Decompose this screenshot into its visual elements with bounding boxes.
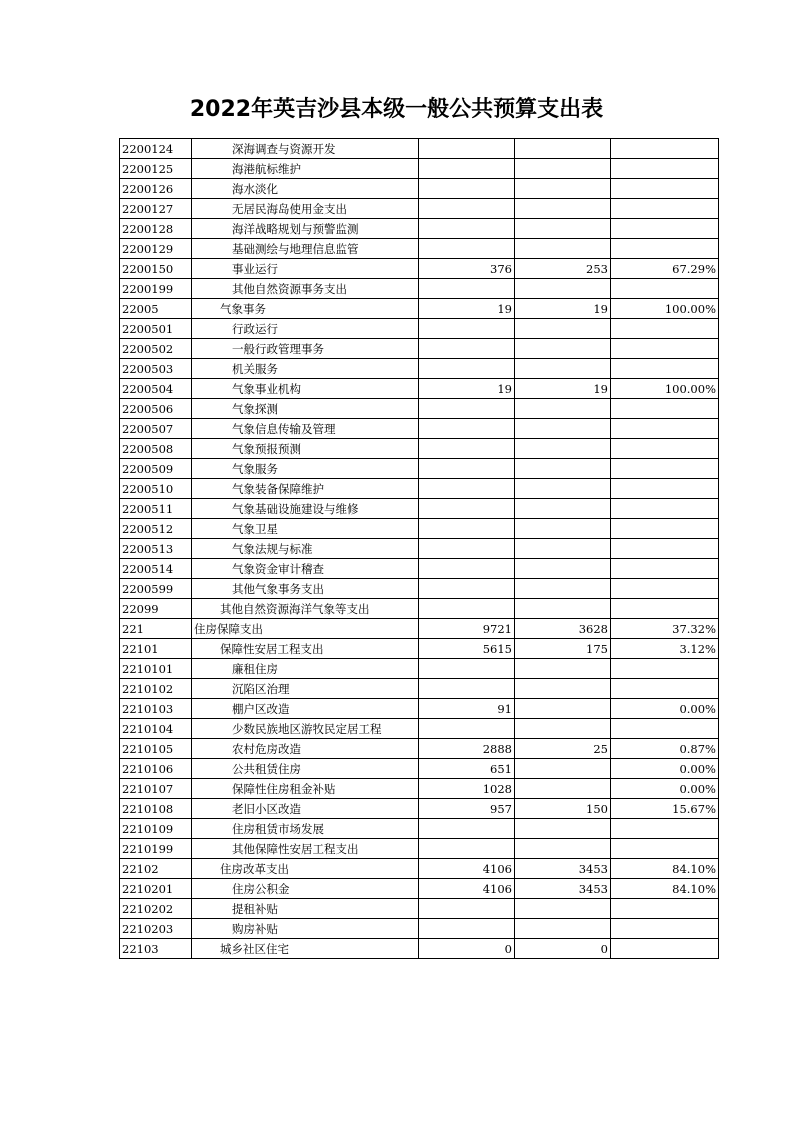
code-cell: 2200129 — [120, 239, 192, 259]
rate-cell — [611, 719, 719, 739]
actual-cell: 0 — [515, 939, 611, 959]
actual-cell — [515, 899, 611, 919]
table-row — [120, 239, 719, 259]
table-row — [120, 579, 719, 599]
budget-cell — [419, 679, 515, 699]
name-cell: 农村危房改造 — [192, 739, 419, 759]
actual-cell — [515, 159, 611, 179]
rate-cell — [611, 159, 719, 179]
code-cell: 2210101 — [120, 659, 192, 679]
rate-cell — [611, 479, 719, 499]
budget-cell: 5615 — [419, 639, 515, 659]
table-row — [120, 539, 719, 559]
name-cell: 气象基础设施建设与维修 — [192, 499, 419, 519]
actual-cell: 3453 — [515, 859, 611, 879]
rate-cell: 37.32% — [611, 619, 719, 639]
budget-cell — [419, 659, 515, 679]
name-cell: 保障性安居工程支出 — [192, 639, 419, 659]
name-cell: 城乡社区住宅 — [192, 939, 419, 959]
rate-cell — [611, 579, 719, 599]
name-cell: 海洋战略规划与预警监测 — [192, 219, 419, 239]
budget-cell — [419, 339, 515, 359]
rate-cell: 0.87% — [611, 739, 719, 759]
budget-cell — [419, 439, 515, 459]
actual-cell — [515, 519, 611, 539]
table-row — [120, 899, 719, 919]
code-cell: 2200199 — [120, 279, 192, 299]
rate-cell — [611, 219, 719, 239]
code-cell: 2210103 — [120, 699, 192, 719]
code-cell: 2200509 — [120, 459, 192, 479]
name-cell: 老旧小区改造 — [192, 799, 419, 819]
code-cell: 2200511 — [120, 499, 192, 519]
code-cell: 2210106 — [120, 759, 192, 779]
code-cell: 22099 — [120, 599, 192, 619]
rate-cell — [611, 499, 719, 519]
budget-cell — [419, 719, 515, 739]
budget-cell — [419, 839, 515, 859]
rate-cell — [611, 419, 719, 439]
budget-cell — [419, 319, 515, 339]
budget-cell — [419, 539, 515, 559]
name-cell: 气象事务 — [192, 299, 419, 319]
name-cell: 无居民海岛使用金支出 — [192, 199, 419, 219]
code-cell: 2200506 — [120, 399, 192, 419]
name-cell: 海水淡化 — [192, 179, 419, 199]
name-cell: 提租补贴 — [192, 899, 419, 919]
name-cell: 气象探测 — [192, 399, 419, 419]
table-row — [120, 659, 719, 679]
code-cell: 2200501 — [120, 319, 192, 339]
budget-cell — [419, 139, 515, 159]
actual-cell — [515, 779, 611, 799]
table-row — [120, 159, 719, 179]
table-row — [120, 279, 719, 299]
rate-cell — [611, 339, 719, 359]
name-cell: 购房补贴 — [192, 919, 419, 939]
table-row — [120, 319, 719, 339]
code-cell: 2210104 — [120, 719, 192, 739]
actual-cell — [515, 199, 611, 219]
table-row — [120, 399, 719, 419]
table-row — [120, 199, 719, 219]
table-row — [120, 499, 719, 519]
table-row — [120, 339, 719, 359]
table-row — [120, 359, 719, 379]
rate-cell — [611, 319, 719, 339]
budget-cell — [419, 159, 515, 179]
table-row — [120, 939, 719, 959]
budget-cell — [419, 579, 515, 599]
rate-cell — [611, 839, 719, 859]
table-row — [120, 639, 719, 659]
actual-cell — [515, 479, 611, 499]
code-cell: 2200125 — [120, 159, 192, 179]
actual-cell: 150 — [515, 799, 611, 819]
budget-cell: 4106 — [419, 879, 515, 899]
actual-cell — [515, 219, 611, 239]
budget-cell: 0 — [419, 939, 515, 959]
name-cell: 住房保障支出 — [192, 619, 419, 639]
code-cell: 2200512 — [120, 519, 192, 539]
actual-cell — [515, 539, 611, 559]
actual-cell — [515, 319, 611, 339]
actual-cell — [515, 499, 611, 519]
table-row — [120, 439, 719, 459]
code-cell: 2210109 — [120, 819, 192, 839]
name-cell: 住房公积金 — [192, 879, 419, 899]
rate-cell — [611, 279, 719, 299]
table-row — [120, 679, 719, 699]
actual-cell — [515, 559, 611, 579]
name-cell: 其他自然资源海洋气象等支出 — [192, 599, 419, 619]
budget-cell — [419, 219, 515, 239]
table-row — [120, 139, 719, 159]
table-row — [120, 779, 719, 799]
name-cell: 住房租赁市场发展 — [192, 819, 419, 839]
code-cell: 2200510 — [120, 479, 192, 499]
rate-cell: 84.10% — [611, 879, 719, 899]
actual-cell — [515, 399, 611, 419]
rate-cell — [611, 559, 719, 579]
table-row — [120, 379, 719, 399]
code-cell: 2210102 — [120, 679, 192, 699]
code-cell: 2210203 — [120, 919, 192, 939]
rate-cell — [611, 139, 719, 159]
actual-cell: 3628 — [515, 619, 611, 639]
actual-cell — [515, 439, 611, 459]
budget-cell: 19 — [419, 379, 515, 399]
code-cell: 2200127 — [120, 199, 192, 219]
actual-cell: 175 — [515, 639, 611, 659]
actual-cell — [515, 919, 611, 939]
actual-cell — [515, 759, 611, 779]
table-row — [120, 599, 719, 619]
table-row — [120, 179, 719, 199]
code-cell: 221 — [120, 619, 192, 639]
actual-cell — [515, 239, 611, 259]
rate-cell — [611, 539, 719, 559]
page-title: 2022年英吉沙县本级一般公共预算支出表 — [189, 97, 604, 122]
budget-cell — [419, 499, 515, 519]
code-cell: 2200507 — [120, 419, 192, 439]
actual-cell — [515, 339, 611, 359]
rate-cell — [611, 239, 719, 259]
name-cell: 深海调查与资源开发 — [192, 139, 419, 159]
table-row — [120, 459, 719, 479]
budget-cell: 19 — [419, 299, 515, 319]
rate-cell — [611, 599, 719, 619]
code-cell: 2200150 — [120, 259, 192, 279]
name-cell: 一般行政管理事务 — [192, 339, 419, 359]
code-cell: 2200128 — [120, 219, 192, 239]
budget-cell — [419, 479, 515, 499]
name-cell: 保障性住房租金补贴 — [192, 779, 419, 799]
budget-cell — [419, 899, 515, 919]
table-row — [120, 839, 719, 859]
name-cell: 基础测绘与地理信息监管 — [192, 239, 419, 259]
actual-cell — [515, 599, 611, 619]
actual-cell — [515, 179, 611, 199]
name-cell: 气象信息传输及管理 — [192, 419, 419, 439]
table-row — [120, 559, 719, 579]
table-row — [120, 479, 719, 499]
rate-cell — [611, 819, 719, 839]
name-cell: 气象卫星 — [192, 519, 419, 539]
actual-cell — [515, 459, 611, 479]
actual-cell — [515, 819, 611, 839]
code-cell: 2200126 — [120, 179, 192, 199]
name-cell: 其他气象事务支出 — [192, 579, 419, 599]
actual-cell: 19 — [515, 379, 611, 399]
table-row — [120, 219, 719, 239]
table-row — [120, 719, 719, 739]
rate-cell: 0.00% — [611, 759, 719, 779]
budget-cell: 376 — [419, 259, 515, 279]
name-cell: 气象事业机构 — [192, 379, 419, 399]
actual-cell — [515, 419, 611, 439]
budget-cell — [419, 419, 515, 439]
code-cell: 2210107 — [120, 779, 192, 799]
code-cell: 2200503 — [120, 359, 192, 379]
table-row — [120, 299, 719, 319]
budget-cell: 651 — [419, 759, 515, 779]
budget-cell — [419, 459, 515, 479]
name-cell: 少数民族地区游牧民定居工程 — [192, 719, 419, 739]
name-cell: 其他保障性安居工程支出 — [192, 839, 419, 859]
actual-cell — [515, 279, 611, 299]
name-cell: 棚户区改造 — [192, 699, 419, 719]
rate-cell — [611, 939, 719, 959]
table-row — [120, 919, 719, 939]
actual-cell: 253 — [515, 259, 611, 279]
rate-cell — [611, 179, 719, 199]
rate-cell — [611, 679, 719, 699]
name-cell: 事业运行 — [192, 259, 419, 279]
rate-cell: 0.00% — [611, 699, 719, 719]
actual-cell — [515, 839, 611, 859]
code-cell: 2210202 — [120, 899, 192, 919]
actual-cell — [515, 659, 611, 679]
name-cell: 气象资金审计稽查 — [192, 559, 419, 579]
code-cell: 2200502 — [120, 339, 192, 359]
budget-cell: 9721 — [419, 619, 515, 639]
budget-cell — [419, 599, 515, 619]
table-row — [120, 819, 719, 839]
rate-cell — [611, 359, 719, 379]
code-cell: 22102 — [120, 859, 192, 879]
code-cell: 2210201 — [120, 879, 192, 899]
code-cell: 22005 — [120, 299, 192, 319]
actual-cell — [515, 679, 611, 699]
name-cell: 气象预报预测 — [192, 439, 419, 459]
code-cell: 22103 — [120, 939, 192, 959]
code-cell: 2210105 — [120, 739, 192, 759]
actual-cell — [515, 699, 611, 719]
table-row — [120, 519, 719, 539]
rate-cell: 15.67% — [611, 799, 719, 819]
budget-table — [119, 138, 719, 959]
table-row — [120, 419, 719, 439]
budget-cell — [419, 199, 515, 219]
budget-cell: 91 — [419, 699, 515, 719]
rate-cell — [611, 199, 719, 219]
rate-cell: 0.00% — [611, 779, 719, 799]
actual-cell — [515, 139, 611, 159]
actual-cell — [515, 579, 611, 599]
budget-cell — [419, 559, 515, 579]
rate-cell: 84.10% — [611, 859, 719, 879]
name-cell: 气象法规与标准 — [192, 539, 419, 559]
rate-cell — [611, 919, 719, 939]
actual-cell: 3453 — [515, 879, 611, 899]
budget-cell — [419, 819, 515, 839]
name-cell: 住房改革支出 — [192, 859, 419, 879]
rate-cell — [611, 439, 719, 459]
code-cell: 2210108 — [120, 799, 192, 819]
budget-cell — [419, 239, 515, 259]
budget-cell — [419, 399, 515, 419]
table-row — [120, 259, 719, 279]
name-cell: 沉陷区治理 — [192, 679, 419, 699]
table-row — [120, 879, 719, 899]
code-cell: 2210199 — [120, 839, 192, 859]
budget-cell — [419, 919, 515, 939]
code-cell: 2200514 — [120, 559, 192, 579]
actual-cell: 19 — [515, 299, 611, 319]
budget-cell — [419, 179, 515, 199]
table-body — [120, 139, 719, 959]
rate-cell — [611, 519, 719, 539]
name-cell: 公共租赁住房 — [192, 759, 419, 779]
code-cell: 2200599 — [120, 579, 192, 599]
name-cell: 廉租住房 — [192, 659, 419, 679]
actual-cell: 25 — [515, 739, 611, 759]
name-cell: 气象服务 — [192, 459, 419, 479]
table-row — [120, 699, 719, 719]
budget-cell — [419, 279, 515, 299]
table-row — [120, 859, 719, 879]
name-cell: 其他自然资源事务支出 — [192, 279, 419, 299]
code-cell: 2200124 — [120, 139, 192, 159]
rate-cell: 100.00% — [611, 299, 719, 319]
rate-cell: 67.29% — [611, 259, 719, 279]
actual-cell — [515, 719, 611, 739]
rate-cell — [611, 459, 719, 479]
budget-cell: 4106 — [419, 859, 515, 879]
name-cell: 气象装备保障维护 — [192, 479, 419, 499]
code-cell: 2200508 — [120, 439, 192, 459]
table-row — [120, 619, 719, 639]
name-cell: 行政运行 — [192, 319, 419, 339]
budget-cell — [419, 359, 515, 379]
actual-cell — [515, 359, 611, 379]
table-row — [120, 739, 719, 759]
rate-cell — [611, 899, 719, 919]
rate-cell: 100.00% — [611, 379, 719, 399]
code-cell: 2200504 — [120, 379, 192, 399]
rate-cell — [611, 399, 719, 419]
table-row — [120, 759, 719, 779]
code-cell: 2200513 — [120, 539, 192, 559]
budget-cell — [419, 519, 515, 539]
budget-cell: 2888 — [419, 739, 515, 759]
rate-cell: 3.12% — [611, 639, 719, 659]
code-cell: 22101 — [120, 639, 192, 659]
name-cell: 机关服务 — [192, 359, 419, 379]
table-row — [120, 799, 719, 819]
budget-cell: 1028 — [419, 779, 515, 799]
rate-cell — [611, 659, 719, 679]
name-cell: 海港航标维护 — [192, 159, 419, 179]
budget-cell: 957 — [419, 799, 515, 819]
